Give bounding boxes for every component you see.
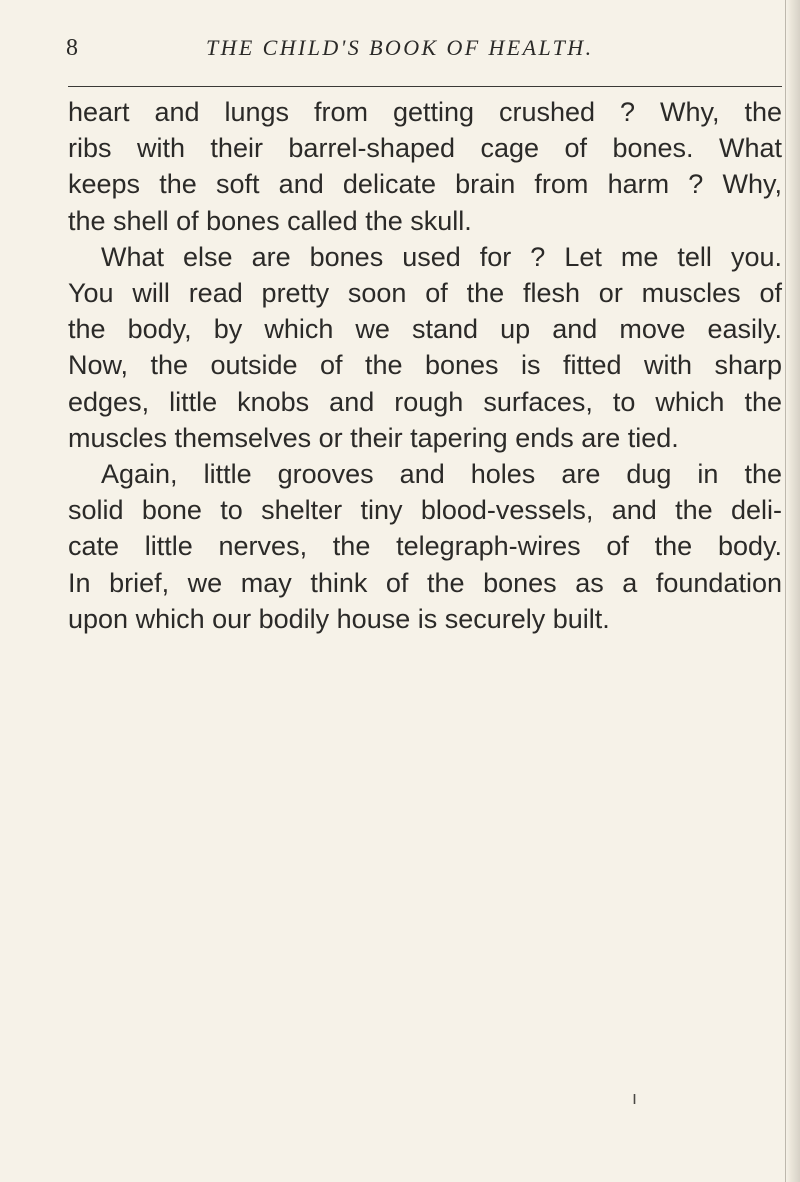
text-line: heart and lungs from getting crushed ? Why, the	[68, 97, 782, 127]
ink-mark: ı	[632, 1088, 638, 1108]
body-text	[68, 94, 782, 637]
text-line: cate little nerves, the telegraph-wires of the body.	[68, 531, 782, 562]
page-number: 8	[66, 35, 78, 61]
text-line: In brief, we may think of the bones as a foundation	[68, 567, 782, 598]
text-line: What else are bones used for ? Let me tell you.	[101, 241, 782, 272]
text-line: the shell of bones called the skull.	[68, 205, 472, 236]
text-line: Again, little grooves and holes are dug in the	[101, 459, 782, 490]
text-line: upon which our bodily house is securely built.	[68, 603, 610, 634]
page-header	[66, 33, 786, 63]
text-line: solid bone to shelter tiny blood-vessels, and the deli-	[68, 495, 782, 526]
running-head: THE CHILD'S BOOK OF HEALTH.	[206, 35, 594, 60]
page-edge	[785, 0, 800, 1182]
header-rule	[68, 86, 782, 87]
text-line: the body, by which we stand up and move easily.	[68, 314, 782, 345]
text-line: You will read pretty soon of the flesh or muscles of	[68, 278, 782, 309]
text-line: keeps the soft and delicate brain from harm ? Why,	[68, 169, 782, 200]
text-line: ribs with their barrel-shaped cage of bones. What	[68, 133, 782, 164]
text-line: Now, the outside of the bones is fitted with sharp	[68, 350, 782, 381]
text-line: edges, little knobs and rough surfaces, to which the	[68, 386, 782, 417]
text-line: muscles themselves or their tapering ends are tied.	[68, 422, 679, 453]
